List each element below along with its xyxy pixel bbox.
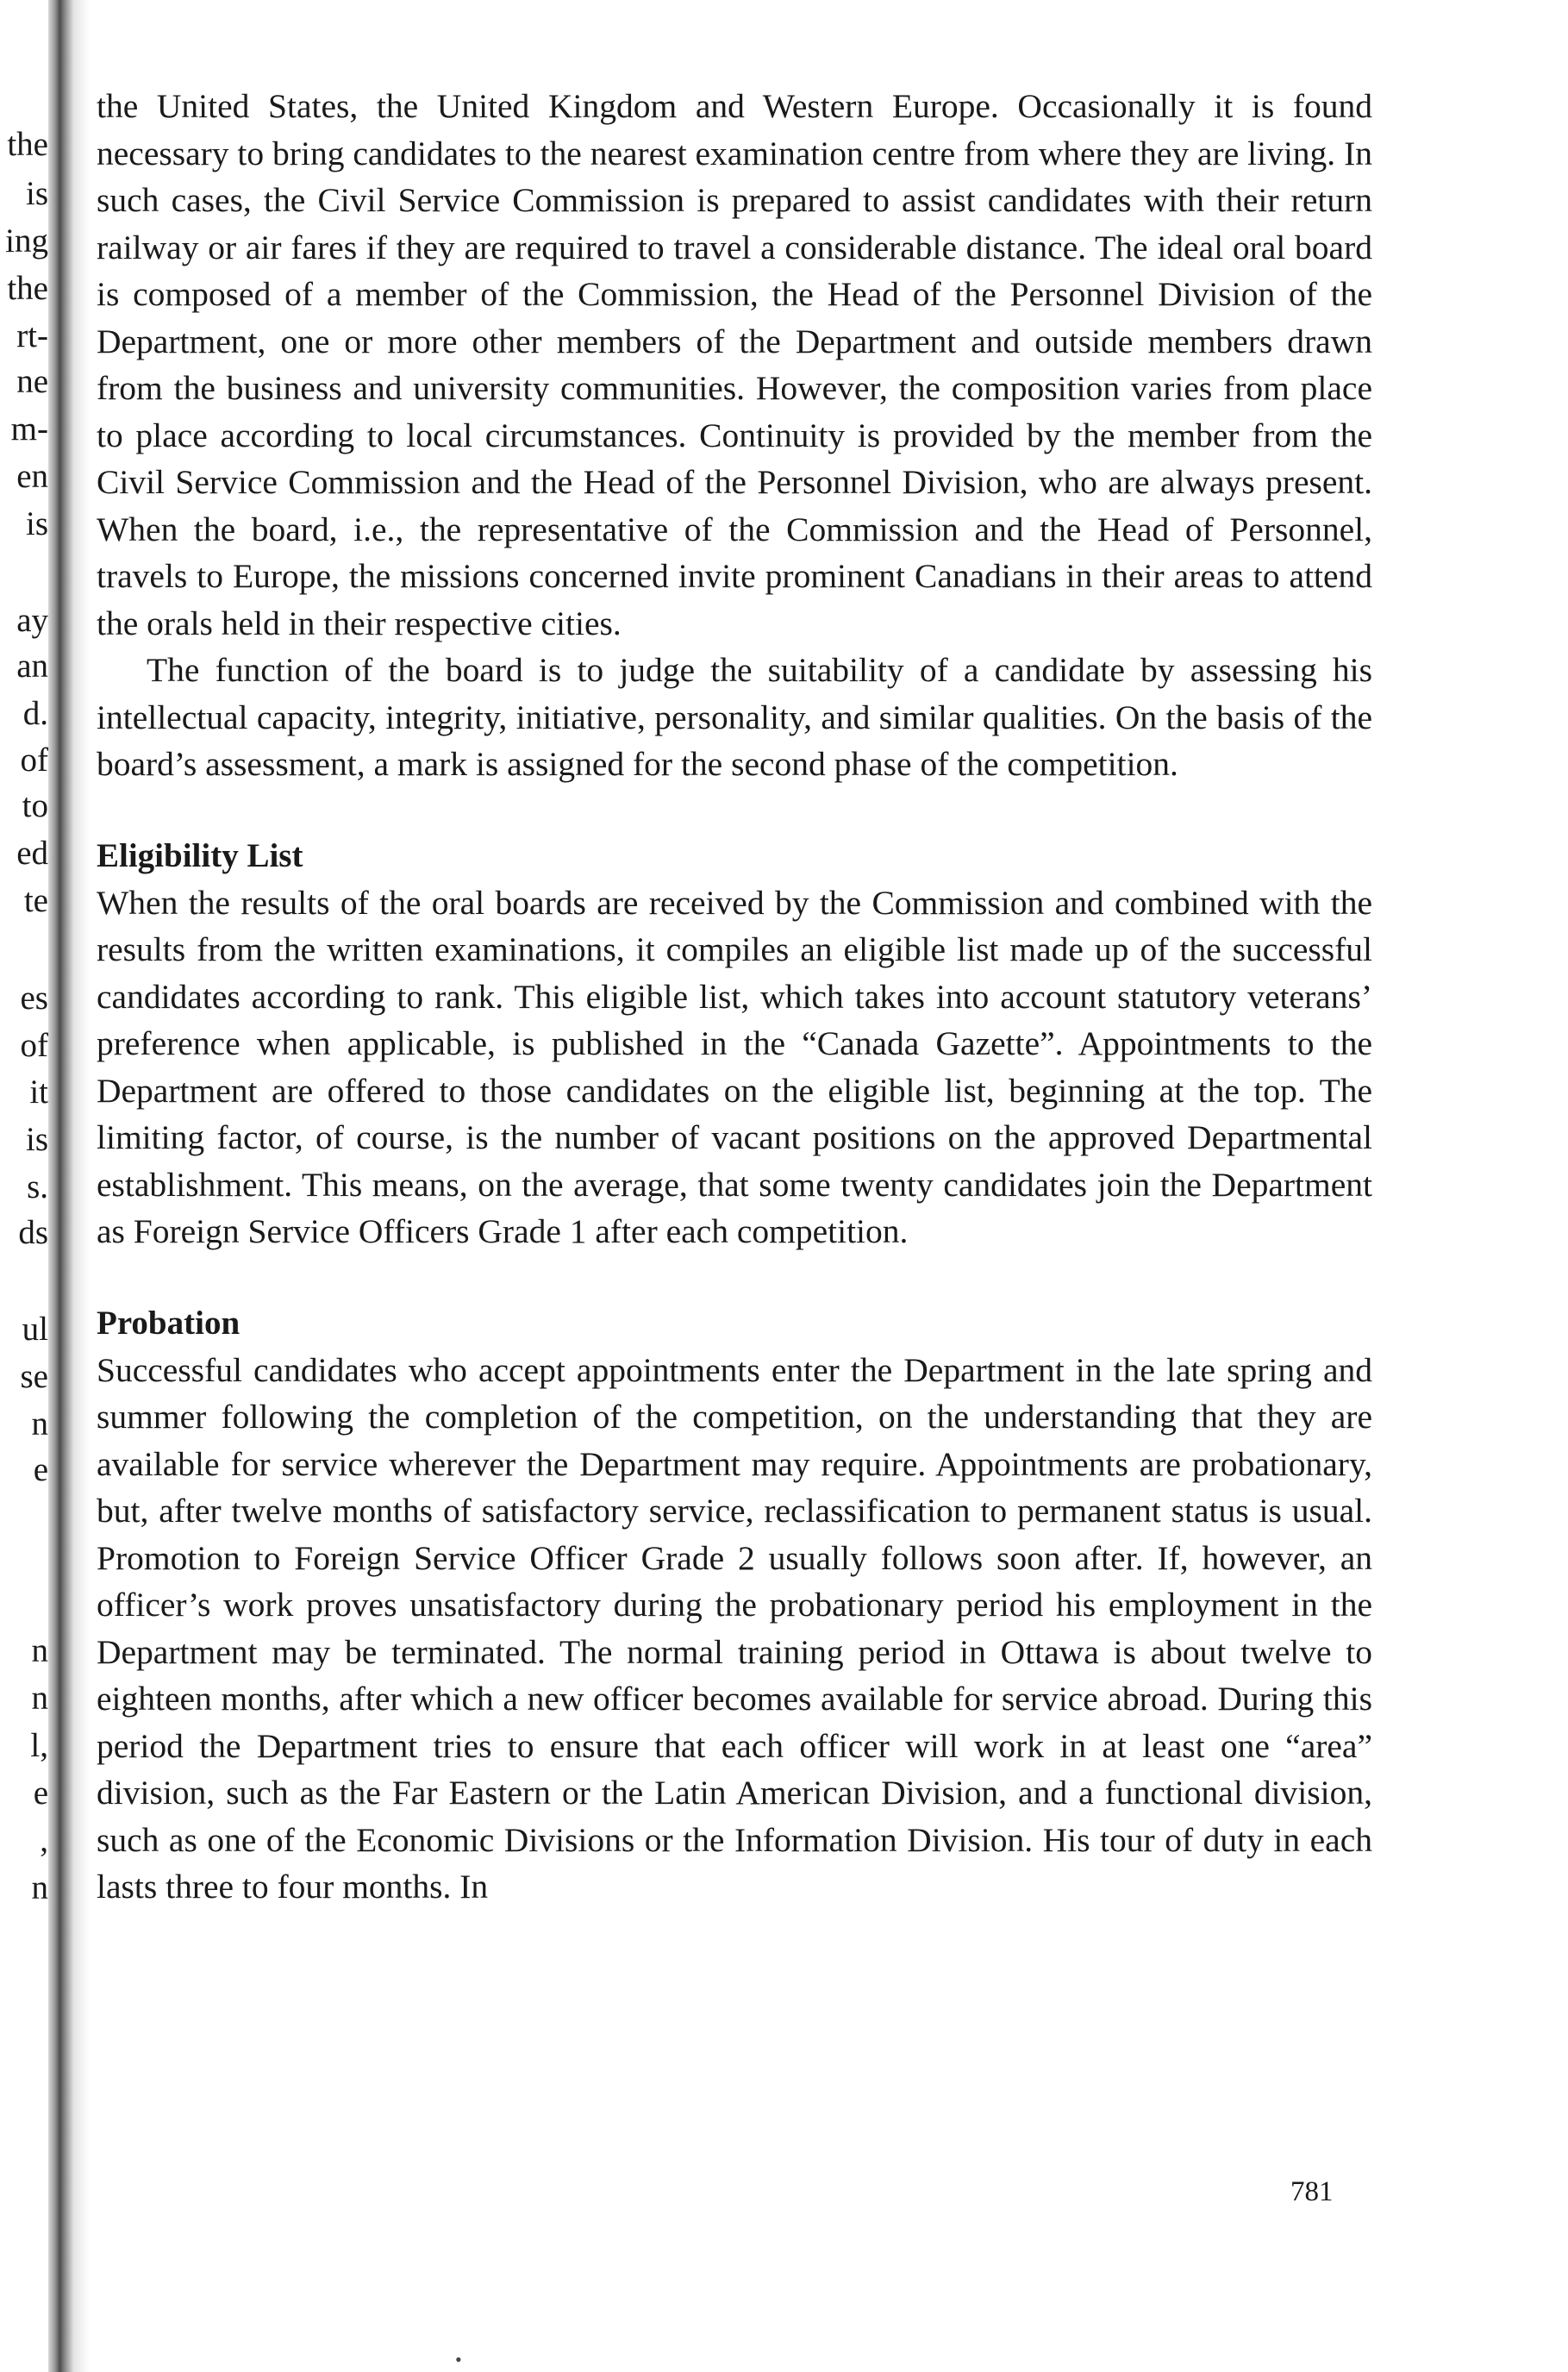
page-body (97, 83, 1372, 1911)
facing-page-fragment: se (20, 1358, 48, 1395)
facing-page-fragment: n (31, 1680, 48, 1717)
facing-page-fragment: es (20, 979, 48, 1017)
facing-page-fragment: , (40, 1822, 48, 1859)
facing-page-fragment: is (25, 1121, 48, 1158)
facing-page-fragment: of (20, 742, 48, 779)
facing-page-fragment: an (16, 648, 48, 685)
heading-eligibility-list: Eligibility List (97, 836, 303, 874)
facing-page-fragment: the (7, 126, 48, 163)
facing-page-fragment: te (23, 882, 48, 919)
facing-page-fragment: to (22, 787, 48, 824)
paragraph-board-function: The function of the board is to judge the suitability of a candidate by assessing his intellectual capacity, integrity, initiative, personality, and similar qualities. On the basis of the board’s assessment, a mark is assigned for the second phase of the competition. (97, 651, 1372, 783)
facing-page-fragment: it (29, 1073, 48, 1111)
heading-probation: Probation (97, 1304, 241, 1342)
facing-page-fragment: l, (30, 1727, 48, 1764)
gutter-shadow (74, 0, 90, 2372)
facing-page-fragment: e (33, 1451, 48, 1488)
facing-page-fragment: n (31, 1405, 48, 1443)
facing-page-fragment: ne (16, 363, 48, 400)
facing-page-fragment: ay (16, 602, 48, 639)
facing-page-fragment: ing (5, 222, 48, 260)
facing-page-fragment: en (16, 458, 48, 495)
page-number: 781 (1290, 2176, 1334, 2207)
facing-page-fragment: is (25, 505, 48, 542)
facing-page-fragment: rt- (16, 317, 48, 354)
paragraph-probation: Successful candidates who accept appointments enter the Department in the late spring and summer following the completion of the competition, on the understanding that they are available for service wherever the Department may require. Appointments are probationary, but, after twelve months of satisfactory service, reclassification to permanent status is usual. Promotion to Foreign Service Officer Grade 2 usually follows soon after. If, however, an officer’s work proves unsatisfactory during the probationary period his employment in the Department may be terminated. The normal training period in Ottawa is about twelve to eighteen months, after which a new officer becomes available for service abroad. During this period the Department tries to ensure that each officer will work in at least one “area” division, such as the Far Eastern or the Latin American Division, and a functional division, such as one of the Economic Divisions or the Information Division. His tour of duty in each lasts three to four months. In (97, 1350, 1372, 1906)
facing-page-fragment: m- (10, 410, 48, 447)
facing-page-fragment: e (33, 1774, 48, 1812)
book-gutter (48, 0, 74, 2372)
facing-page-fragment: of (20, 1027, 48, 1064)
print-speck: • (455, 2349, 462, 2370)
facing-page-fragment: s. (27, 1168, 48, 1205)
facing-page-fragment: ul (22, 1311, 48, 1348)
facing-page-fragment: is (25, 175, 48, 212)
facing-page-fragment: ed (16, 835, 48, 872)
facing-page-fragment: the (7, 270, 48, 307)
paragraph-eligibility-list: When the results of the oral boards are received by the Commission and combined with the results from the written examinations, it compiles an eligible list made up of the successful candidates according to rank. This eligible list, which takes into account statutory veterans’ preference when applicable, is published in the “Canada Gazette”. Appointments to the Department are offered to those candidates on the eligible list, beginning at the top. The limiting factor, of course, is the number of vacant positions on the approved Departmental establishment. This means, on the average, that some twenty candidates join the Department as Foreign Service Officers Grade 1 after each competition. (97, 883, 1372, 1250)
paragraph-oral-board: the United States, the United Kingdom and Western Europe. Occasionally it is found necessary to bring candidates to the nearest examination centre from where they are living. In such cases, the Civil Service Commission is prepared to assist candidates with their return railway or air fares if they are required to travel a considerable distance. The ideal oral board is composed of a member of the Commission, the Head of the Personnel Division of the Department, one or more other members of the Department and outside members drawn from the business and university communities. However, the composition varies from place to place according to local circumstances. Continuity is provided by the member from the Civil Service Commission and the Head of the Personnel Division, who are always present. When the board, i.e., the representative of the Commission and the Head of Personnel, travels to Europe, the missions concerned invite prominent Canadians in their areas to attend the orals held in their respective cities. (97, 87, 1372, 642)
facing-page-fragment: n (31, 1869, 48, 1906)
facing-page-fragments (0, 0, 48, 2372)
facing-page-fragment: d. (22, 695, 48, 732)
facing-page-fragment: n (31, 1632, 48, 1669)
facing-page-fragment: ds (18, 1214, 48, 1251)
